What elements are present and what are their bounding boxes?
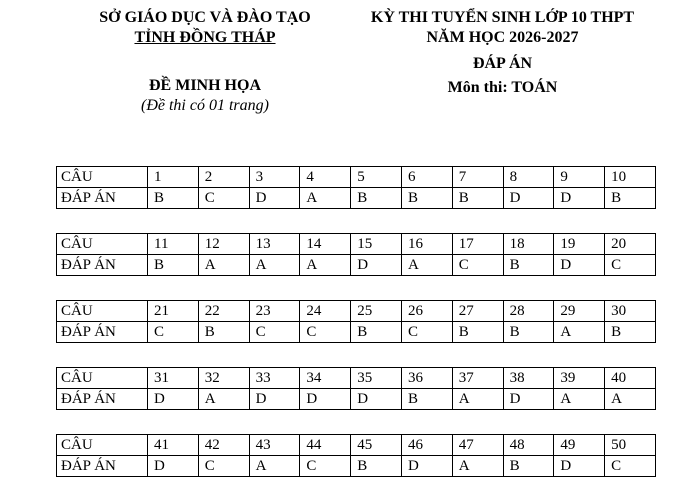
answer-letter: C	[452, 255, 503, 276]
answer-letter: A	[452, 456, 503, 477]
answer-letter: D	[401, 456, 452, 477]
question-number: 49	[554, 435, 605, 456]
question-row	[57, 301, 656, 322]
question-number: 3	[249, 167, 300, 188]
question-number: 45	[351, 435, 402, 456]
question-number: 13	[249, 234, 300, 255]
question-number: 44	[300, 435, 351, 456]
answer-letter: D	[300, 389, 351, 410]
question-number: 37	[452, 368, 503, 389]
question-number: 31	[148, 368, 199, 389]
question-number: 46	[401, 435, 452, 456]
question-number: 23	[249, 301, 300, 322]
question-number: 10	[605, 167, 656, 188]
question-number: 24	[300, 301, 351, 322]
document-type: ĐỀ MINH HỌA	[149, 77, 261, 94]
answer-letter: A	[452, 389, 503, 410]
answer-letter: B	[452, 188, 503, 209]
question-number: 42	[198, 435, 249, 456]
question-row	[57, 234, 656, 255]
answer-letter: B	[503, 456, 554, 477]
question-number: 12	[198, 234, 249, 255]
question-number: 41	[148, 435, 199, 456]
answer-letter: D	[148, 456, 199, 477]
question-number: 25	[351, 301, 402, 322]
answer-letter: C	[401, 322, 452, 343]
question-number: 47	[452, 435, 503, 456]
question-number: 17	[452, 234, 503, 255]
question-number: 40	[605, 368, 656, 389]
answer-key-title: ĐÁP ÁN	[472, 55, 533, 72]
answer-letter: A	[249, 456, 300, 477]
answer-letter: B	[503, 255, 554, 276]
question-row-label: CÂU	[57, 435, 148, 456]
question-number: 43	[249, 435, 300, 456]
question-number: 4	[300, 167, 351, 188]
question-number: 39	[554, 368, 605, 389]
subject-label: Môn thi:	[447, 79, 508, 96]
question-number: 22	[198, 301, 249, 322]
question-number: 20	[605, 234, 656, 255]
answer-table	[56, 434, 656, 477]
answer-letter: C	[249, 322, 300, 343]
answer-letter: B	[351, 456, 402, 477]
question-number: 35	[351, 368, 402, 389]
answer-letter: D	[249, 188, 300, 209]
answer-row	[57, 456, 656, 477]
question-number: 48	[503, 435, 554, 456]
question-number: 15	[351, 234, 402, 255]
header-right	[345, 8, 660, 98]
question-number: 5	[351, 167, 402, 188]
question-row-label: CÂU	[57, 234, 148, 255]
question-number: 16	[401, 234, 452, 255]
answer-table	[56, 166, 656, 209]
question-number: 33	[249, 368, 300, 389]
question-number: 2	[198, 167, 249, 188]
answer-row-label: ĐÁP ÁN	[57, 456, 148, 477]
answer-row	[57, 322, 656, 343]
answer-letter: D	[503, 188, 554, 209]
answer-letter: B	[351, 188, 402, 209]
question-number: 1	[148, 167, 199, 188]
answer-letter: B	[401, 389, 452, 410]
answer-letter: A	[198, 255, 249, 276]
answer-letter: C	[300, 456, 351, 477]
answer-letter: D	[351, 389, 402, 410]
answer-row-label: ĐÁP ÁN	[57, 389, 148, 410]
question-number: 7	[452, 167, 503, 188]
answer-letter: B	[401, 188, 452, 209]
question-row	[57, 167, 656, 188]
answer-letter: A	[554, 389, 605, 410]
answer-letter: C	[605, 456, 656, 477]
subject-name: TOÁN	[511, 79, 558, 96]
answer-letter: B	[503, 322, 554, 343]
question-number: 8	[503, 167, 554, 188]
answer-row	[57, 389, 656, 410]
question-number: 6	[401, 167, 452, 188]
answer-row	[57, 188, 656, 209]
question-row-label: CÂU	[57, 167, 148, 188]
answer-letter: D	[503, 389, 554, 410]
answer-letter: D	[148, 389, 199, 410]
answer-letter: B	[605, 188, 656, 209]
answer-letter: B	[351, 322, 402, 343]
question-number: 50	[605, 435, 656, 456]
answer-table	[56, 233, 656, 276]
question-number: 27	[452, 301, 503, 322]
answer-letter: D	[554, 188, 605, 209]
answer-letter: C	[198, 456, 249, 477]
answer-row-label: ĐÁP ÁN	[57, 255, 148, 276]
answer-letter: B	[452, 322, 503, 343]
answer-table	[56, 367, 656, 410]
question-number: 30	[605, 301, 656, 322]
question-number: 34	[300, 368, 351, 389]
question-number: 9	[554, 167, 605, 188]
exam-title: KỲ THI TUYỂN SINH LỚP 10 THPT	[370, 9, 635, 26]
answer-letter: B	[198, 322, 249, 343]
question-number: 21	[148, 301, 199, 322]
answer-letter: A	[605, 389, 656, 410]
department-name: SỞ GIÁO DỤC VÀ ĐÀO TẠO	[99, 9, 311, 26]
question-row-label: CÂU	[57, 301, 148, 322]
answer-letter: A	[300, 188, 351, 209]
question-number: 14	[300, 234, 351, 255]
question-row-label: CÂU	[57, 368, 148, 389]
header-left	[90, 8, 320, 116]
question-number: 18	[503, 234, 554, 255]
question-number: 26	[401, 301, 452, 322]
school-year: NĂM HỌC 2026-2027	[426, 29, 579, 46]
answer-letter: C	[198, 188, 249, 209]
answer-letter: A	[249, 255, 300, 276]
question-row	[57, 368, 656, 389]
answer-letter: D	[351, 255, 402, 276]
answer-row-label: ĐÁP ÁN	[57, 188, 148, 209]
question-number: 36	[401, 368, 452, 389]
question-number: 29	[554, 301, 605, 322]
answer-letter: A	[401, 255, 452, 276]
answer-letter: C	[605, 255, 656, 276]
answer-row	[57, 255, 656, 276]
question-number: 38	[503, 368, 554, 389]
question-number: 19	[554, 234, 605, 255]
question-number: 28	[503, 301, 554, 322]
question-number: 32	[198, 368, 249, 389]
answer-letter: D	[554, 456, 605, 477]
question-row	[57, 435, 656, 456]
province-name: TỈNH ĐỒNG THÁP	[134, 29, 276, 46]
answer-letter: B	[148, 255, 199, 276]
answer-letter: D	[554, 255, 605, 276]
question-number: 11	[148, 234, 199, 255]
answer-table	[56, 300, 656, 343]
answer-row-label: ĐÁP ÁN	[57, 322, 148, 343]
answer-letter: B	[148, 188, 199, 209]
answer-letter: A	[554, 322, 605, 343]
subject-line	[345, 78, 660, 98]
page-count-note: (Đề thi có 01 trang)	[141, 97, 269, 114]
answer-letter: A	[300, 255, 351, 276]
answer-letter: C	[300, 322, 351, 343]
answer-letter: A	[198, 389, 249, 410]
answer-letter: D	[249, 389, 300, 410]
answer-letter: C	[148, 322, 199, 343]
answer-letter: B	[605, 322, 656, 343]
